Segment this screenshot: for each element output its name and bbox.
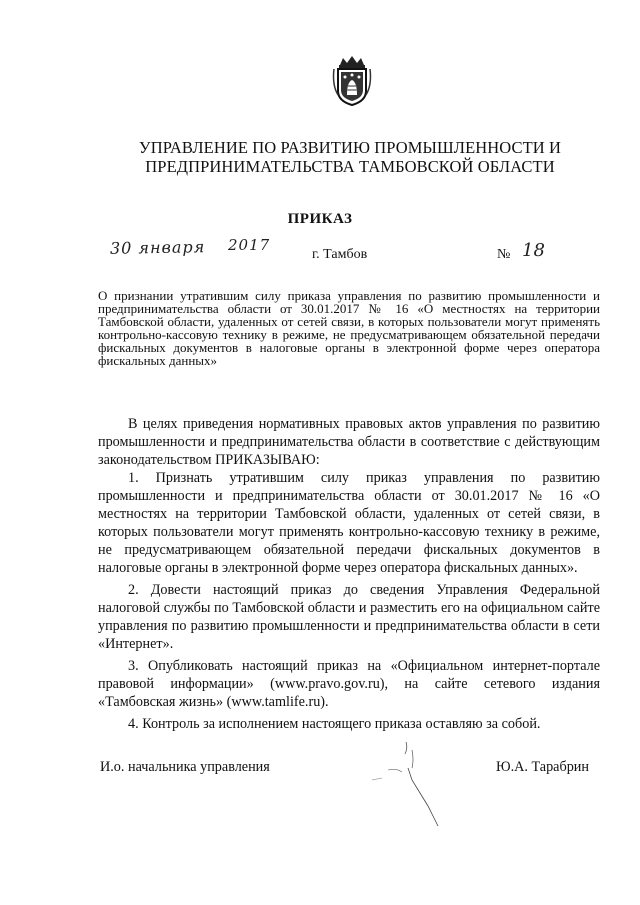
document-body <box>98 415 600 733</box>
city: г. Тамбов <box>312 247 368 262</box>
body-intro: В целях приведения нормативных правовых актов управления по развитию промышленности и предпринимательства области в соответствие с действующим законодательством ПРИКАЗЫВАЮ: <box>98 416 600 468</box>
signatory-name: Ю.А. Тарабрин <box>496 759 589 775</box>
body-item-1: 1. Признать утратившим силу приказ управления по развитию промышленности и предпринимательства области от 30.01.2017 № 16 «О местностях на территории Тамбовской области, удаленных от сетей связи, в которых пользователи могут применять контрольно-кассовую технику в режиме, не предусматривающем обязательной передачи фискальных документов в налоговые органы в электронной форме через оператора фискальных данных». <box>98 470 600 576</box>
body-item-4: 4. Контроль за исполнением настоящего приказа оставляю за собой. <box>128 716 541 732</box>
body-item-2: 2. Довести настоящий приказ до сведения Управления Федеральной налоговой службы по Тамбовской области и разместить его на официальном сайте управления по развитию промышленности и предпринимательства области в сети «Интернет». <box>98 582 600 652</box>
signatory-position: И.о. начальника управления <box>100 759 270 775</box>
org-line-2: ПРЕДПРИНИМАТЕЛЬСТВА ТАМБОВСКОЙ ОБЛАСТИ <box>145 157 555 176</box>
number-label: № <box>497 247 511 262</box>
coat-of-arms-icon <box>330 55 374 107</box>
handwritten-number: 18 <box>522 240 545 261</box>
handwritten-year: 2017 <box>228 236 271 254</box>
organization-name <box>100 138 600 176</box>
body-item-3: 3. Опубликовать настоящий приказ на «Официальном интернет-портале правовой информации» (www.pravo.gov.ru), на сайте сетевого издания «Тамбовская жизнь» (www.tamlife.ru). <box>98 658 600 710</box>
handwritten-date: 30 января <box>109 237 206 258</box>
signature-icon <box>368 738 458 838</box>
document-subject: О признании утратившим силу приказа управления по развитию промышленности и предпринимательства области от 30.01.2017 № 16 «О местностях на территории Тамбовской области, удаленных от сетей связи, в которых пользователи могут применять контрольно-кассовую технику в режиме, не предусматривающем обязательной передачи фискальных документов в налоговые органы в электронной форме через оператора фискальных данных» <box>98 288 600 368</box>
document-type: ПРИКАЗ <box>287 211 353 227</box>
org-line-1: УПРАВЛЕНИЕ ПО РАЗВИТИЮ ПРОМЫШЛЕННОСТИ И <box>138 138 562 157</box>
